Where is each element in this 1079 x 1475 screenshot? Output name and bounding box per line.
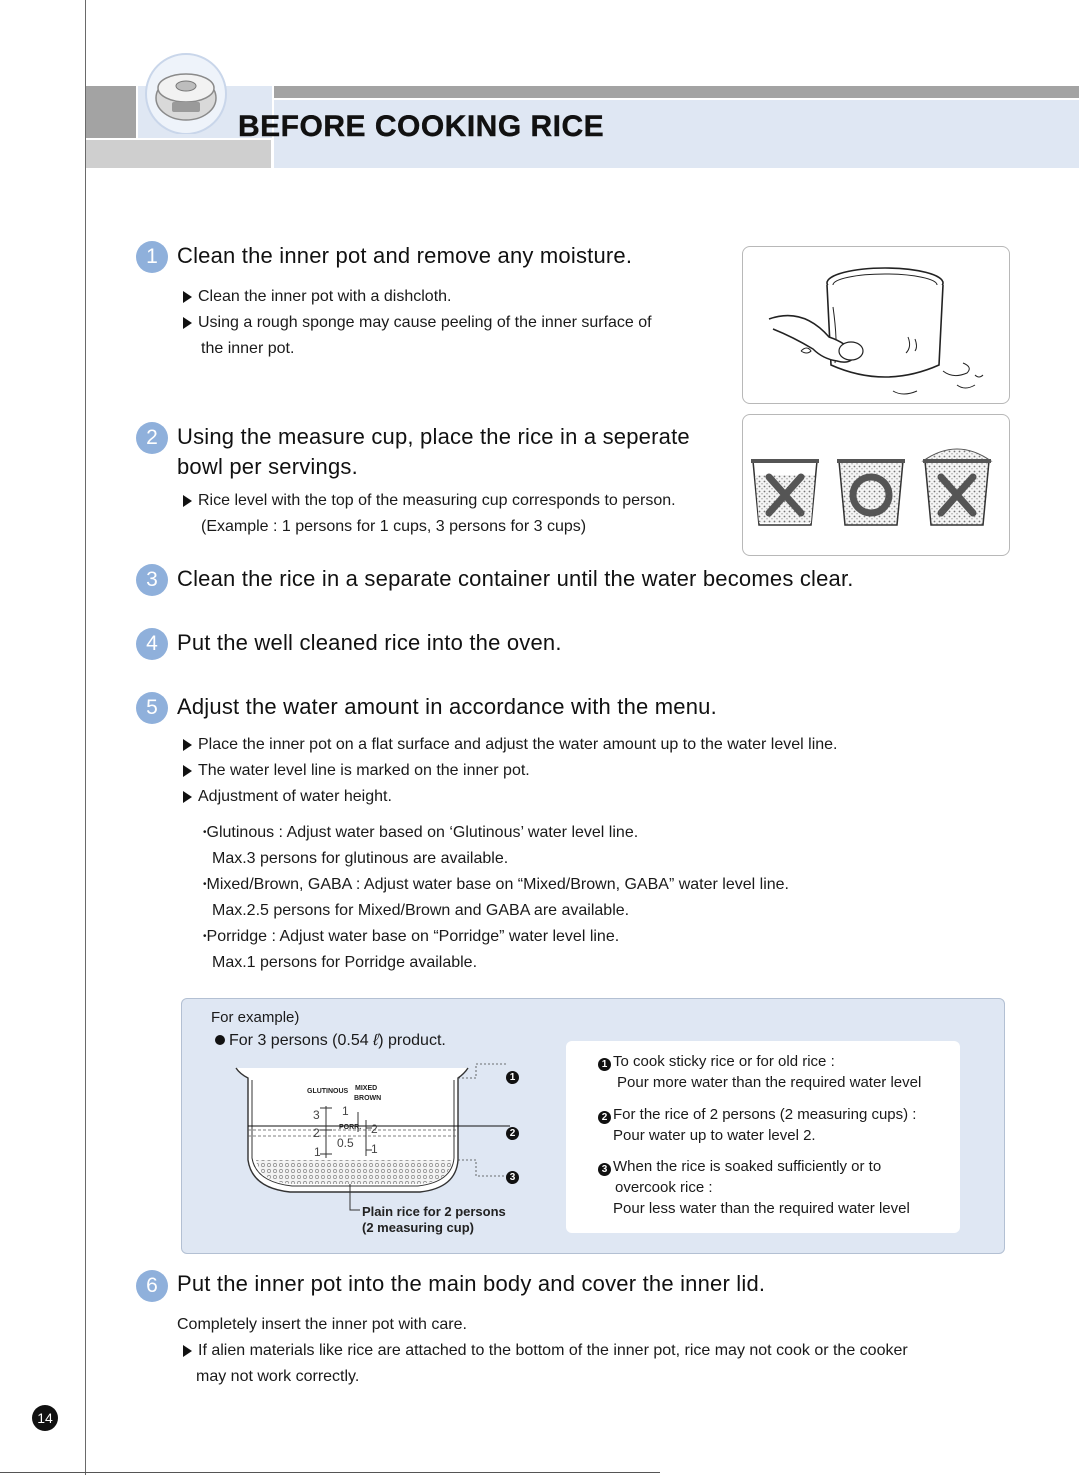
step-3-title: Clean the rice in a separate container until the water becomes clear. (177, 566, 854, 591)
step-5-bullet-3: Adjustment of water height. (183, 788, 392, 806)
cup-heaped (923, 449, 991, 525)
step-6-title: Put the inner pot into the main body and cover the inner lid. (177, 1271, 766, 1296)
scale-mid-1: 1 (342, 1104, 349, 1118)
step-1-title: Clean the inner pot and remove any moisture. (177, 243, 633, 268)
scale-left-1: 1 (314, 1145, 321, 1159)
bullet-arrow-icon (183, 317, 192, 329)
note-2-line1: 2 For the rice of 2 persons (2 measuring cups) : (598, 1106, 916, 1124)
label-mixed: MIXED (355, 1085, 378, 1092)
bottom-rule (0, 1472, 660, 1473)
step-1-bullet-2: Using a rough sponge may cause peeling of the inner surface of (183, 314, 652, 332)
step-5-detail-porridge-max: Max.1 persons for Porridge available. (212, 954, 478, 971)
scale-right-2: 2 (371, 1122, 378, 1136)
measuring-cup-illustration (742, 414, 1010, 556)
scale-left-3: 3 (313, 1108, 320, 1122)
step-2-title-line1: Using the measure cup, place the rice in a seperate (177, 424, 690, 449)
step-5-bullet-1: Place the inner pot on a flat surface and adjust the water amount up to the water level line. (183, 736, 838, 754)
step-2-bullet-1: Rice level with the top of the measuring cup corresponds to person. (183, 492, 676, 510)
step-1-bullet-1: Clean the inner pot with a dishcloth. (183, 288, 451, 306)
step-5-bullet-2: The water level line is marked on the inner pot. (183, 762, 530, 780)
rice-cooker-icon (140, 50, 232, 134)
example-heading: For example) (211, 1009, 300, 1026)
bullet-arrow-icon (183, 1345, 192, 1357)
header-gray-strip (86, 140, 271, 168)
diagram-caption-line2: (2 measuring cup) (362, 1220, 474, 1235)
label-glutinous: GLUTINOUS (307, 1088, 349, 1095)
step-2-example: (Example : 1 persons for 1 cups, 3 persons for 3 cups) (201, 518, 587, 535)
step-number-6: 6 (136, 1270, 168, 1302)
cup-levels-image (743, 415, 1009, 555)
step-6-bullet-1-cont: may not work correctly. (196, 1368, 360, 1385)
header-gray-bar (274, 86, 1079, 98)
hand-wiping-pot-image (743, 247, 1009, 403)
step-5-detail-glutinous: •Glutinous : Adjust water based on ‘Glutinous’ water level line. (203, 824, 639, 841)
note-2-line2: Pour water up to water level 2. (613, 1127, 816, 1144)
note-1-line2: Pour more water than the required water level (617, 1074, 922, 1091)
step-6-bullet-1: If alien materials like rice are attached to the bottom of the inner pot, rice may not cook or the cooker (183, 1342, 908, 1360)
step-5-detail-mixed-max: Max.2.5 persons for Mixed/Brown and GABA are available. (212, 902, 630, 919)
bullet-arrow-icon (183, 791, 192, 803)
scale-mid-05: 0.5 (337, 1136, 354, 1150)
step-4-title: Put the well cleaned rice into the oven. (177, 630, 562, 655)
cup-underfilled (751, 459, 819, 525)
left-margin-rule (85, 0, 86, 1475)
scale-right-1: 1 (371, 1142, 378, 1156)
marker-2: 2 (506, 1127, 519, 1140)
diagram-caption-line1: Plain rice for 2 persons (362, 1204, 506, 1219)
step-5-detail-porridge: •Porridge : Adjust water base on “Porridge” water level line. (203, 928, 620, 945)
example-product-line: For 3 persons (0.54 ℓ) product. (215, 1032, 446, 1050)
page-title: BEFORE COOKING RICE (238, 110, 605, 143)
step-6-intro: Completely insert the inner pot with care. (177, 1316, 467, 1333)
step-number-3: 3 (136, 564, 168, 596)
step-number-4: 4 (136, 628, 168, 660)
note-1-line1: 1 To cook sticky rice or for old rice : (598, 1053, 835, 1071)
step-1-bullet-2-cont: the inner pot. (201, 340, 295, 357)
bullet-arrow-icon (183, 739, 192, 751)
step-5-detail-mixed: •Mixed/Brown, GABA : Adjust water base on “Mixed/Brown, GABA” water level line. (203, 876, 789, 893)
header-gray-block (86, 86, 136, 138)
step-2-title-line2: bowl per servings. (177, 454, 358, 479)
step-number-5: 5 (136, 692, 168, 724)
step-5-detail-glutinous-max: Max.3 persons for glutinous are available. (212, 850, 509, 867)
bullet-arrow-icon (183, 495, 192, 507)
marker-3: 3 (506, 1171, 519, 1184)
bullet-arrow-icon (183, 291, 192, 303)
page-number: 14 (32, 1405, 58, 1431)
step-number-1: 1 (136, 241, 168, 273)
cup-level (837, 459, 905, 525)
note-3-line3: Pour less water than the required water level (613, 1200, 910, 1217)
bullet-arrow-icon (183, 765, 192, 777)
bullet-dot-icon (215, 1035, 225, 1045)
step-number-2: 2 (136, 422, 168, 454)
scale-left-2: 2 (313, 1126, 320, 1140)
step-5-title: Adjust the water amount in accordance with the menu. (177, 694, 717, 719)
note-3-line2: overcook rice : (615, 1179, 713, 1196)
label-brown: BROWN (354, 1095, 382, 1102)
label-porridge: PORR. (339, 1124, 362, 1131)
wipe-pot-illustration (742, 246, 1010, 404)
marker-1: 1 (506, 1071, 519, 1084)
note-3-line1: 3 When the rice is soaked sufficiently or to (598, 1158, 881, 1176)
